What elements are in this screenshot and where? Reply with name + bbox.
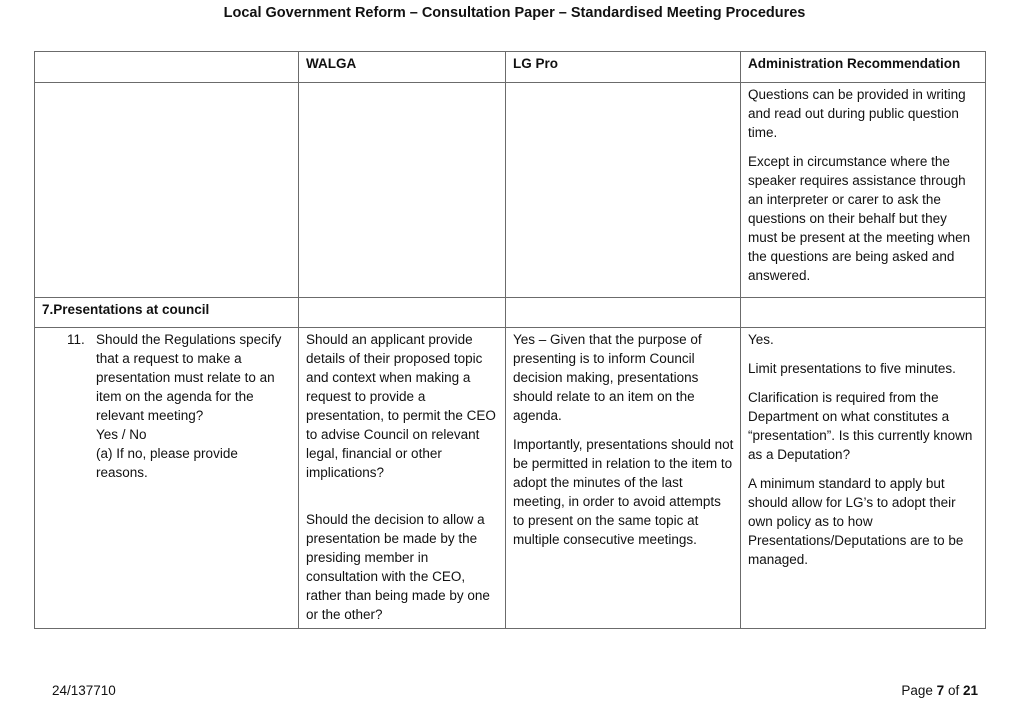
admin-cell [741, 83, 986, 298]
page-label: Page [901, 683, 933, 698]
admin-paragraph: A minimum standard to apply but should allow for LG’s to adopt their own policy as to how Presentations/Deputations are to be managed. [748, 476, 964, 567]
lgpro-paragraph: Yes – Given that the purpose of presenting is to inform Council decision making, presentations should relate to an item on the agenda. [513, 332, 702, 423]
admin-paragraph: Except in circumstance where the speaker requires assistance through an interpreter or carer to ask the questions on their behalf but they must be present at the meeting when the questions are being asked and answered. [748, 154, 971, 283]
question-text: Should the Regulations specify that a request to make a presentation must relate to an item on the agenda for the relevant meeting? [96, 332, 282, 423]
admin-paragraph: Limit presentations to five minutes. [748, 361, 956, 376]
page-current: 7 [936, 683, 945, 698]
header-cell-lgpro: LG Pro [506, 52, 741, 83]
table-cell [35, 83, 299, 298]
section-label: 7.Presentations at council [35, 298, 299, 328]
question-options: Yes / No [96, 427, 147, 442]
section-row [35, 298, 986, 328]
header-cell-admin: Administration Recommendation [741, 52, 986, 83]
lgpro-cell [506, 328, 741, 629]
walga-paragraph: Should an applicant provide details of their proposed topic and context when making a request to provide a presentation, to permit the CEO to advise Council on relevant legal, financial or other implications? [306, 332, 496, 480]
question-number: 11. [67, 332, 85, 347]
document-reference: 24/137710 [52, 683, 116, 698]
table-header-row [35, 52, 986, 83]
table-cell [506, 83, 741, 298]
page-number [901, 681, 978, 700]
header-cell-question [35, 52, 299, 83]
page-title: Local Government Reform – Consultation Paper – Standardised Meeting Procedures [223, 5, 806, 21]
header-cell-walga: WALGA [299, 52, 506, 83]
question-subpart: (a) If no, please provide reasons. [96, 446, 238, 480]
table-row [35, 328, 986, 629]
admin-paragraph: Yes. [748, 332, 774, 347]
table-cell [299, 83, 506, 298]
admin-cell [741, 328, 986, 629]
admin-paragraph: Clarification is required from the Department on what constitutes a “presentation”. Is this currently known as a Deputation? [748, 390, 973, 462]
table-cell [741, 298, 986, 328]
lgpro-paragraph: Importantly, presentations should not be permitted in relation to the item to adopt the minutes of the last meeting, in order to avoid attempts to present on the same topic at multiple consecutive meetings. [513, 437, 734, 547]
page-total: 21 [962, 683, 978, 698]
question-cell [35, 328, 299, 629]
walga-cell [299, 328, 506, 629]
walga-paragraph: Should the decision to allow a presentation be made by the presiding member in consultation with the CEO, rather than being made by one or the other? [306, 512, 490, 622]
comparison-table [34, 51, 986, 629]
table-cell [299, 298, 506, 328]
table-cell [506, 298, 741, 328]
admin-paragraph: Questions can be provided in writing and read out during public question time. [748, 87, 966, 140]
table-row [35, 83, 986, 298]
page-of-label: of [947, 683, 960, 698]
